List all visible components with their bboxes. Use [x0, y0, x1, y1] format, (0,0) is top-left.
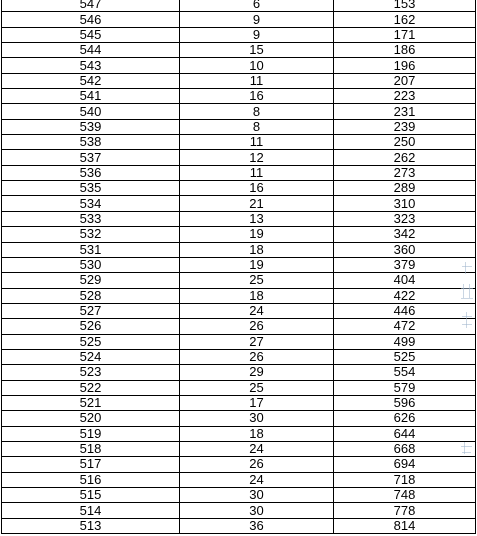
score-cell: 520: [2, 411, 180, 426]
score-cell: 526: [2, 319, 180, 334]
table-row: [2, 380, 476, 395]
count-cell: 8: [180, 119, 334, 134]
score-cell: 524: [2, 349, 180, 364]
score-cell: 525: [2, 334, 180, 349]
score-cell: 542: [2, 73, 180, 88]
score-cell: 527: [2, 303, 180, 318]
cumulative-cell: 472: [334, 319, 476, 334]
score-cell: 516: [2, 472, 180, 487]
table-row: [2, 27, 476, 42]
count-cell: 26: [180, 457, 334, 472]
count-cell: 9: [180, 27, 334, 42]
score-cell: 523: [2, 365, 180, 380]
cumulative-cell: 525: [334, 349, 476, 364]
table-row: [2, 242, 476, 257]
count-cell: 19: [180, 227, 334, 242]
table-row: [2, 411, 476, 426]
cumulative-cell: 360: [334, 242, 476, 257]
score-cell: 533: [2, 211, 180, 226]
table-row: [2, 503, 476, 518]
cumulative-cell: 196: [334, 58, 476, 73]
score-cell: 513: [2, 518, 180, 533]
score-cell: 536: [2, 165, 180, 180]
score-cell: 539: [2, 119, 180, 134]
score-cell: 546: [2, 12, 180, 27]
cumulative-cell: 814: [334, 518, 476, 533]
cumulative-cell: 171: [334, 27, 476, 42]
count-cell: 9: [180, 12, 334, 27]
score-cell: 519: [2, 426, 180, 441]
count-cell: 12: [180, 150, 334, 165]
score-cell: 529: [2, 273, 180, 288]
score-cell: 541: [2, 89, 180, 104]
cumulative-cell: 694: [334, 457, 476, 472]
table-row: [2, 43, 476, 58]
count-cell: 11: [180, 165, 334, 180]
cumulative-cell: 342: [334, 227, 476, 242]
cumulative-cell: 250: [334, 135, 476, 150]
score-cell: 522: [2, 380, 180, 395]
table-row: [2, 488, 476, 503]
cumulative-cell: 310: [334, 196, 476, 211]
score-cell: 530: [2, 257, 180, 272]
cumulative-cell: 223: [334, 89, 476, 104]
table-row: [2, 303, 476, 318]
cumulative-cell: 554: [334, 365, 476, 380]
table-row: [2, 319, 476, 334]
count-cell: 25: [180, 273, 334, 288]
cumulative-cell: 162: [334, 12, 476, 27]
cumulative-cell: 579: [334, 380, 476, 395]
table-row: [2, 0, 476, 12]
cumulative-cell: 718: [334, 472, 476, 487]
table-row: [2, 273, 476, 288]
score-cell: 540: [2, 104, 180, 119]
table-row: [2, 196, 476, 211]
count-cell: 10: [180, 58, 334, 73]
score-cell: 528: [2, 288, 180, 303]
count-cell: 30: [180, 488, 334, 503]
score-cell: 543: [2, 58, 180, 73]
score-cell: 537: [2, 150, 180, 165]
cumulative-cell: 153: [334, 0, 476, 12]
count-cell: 24: [180, 441, 334, 456]
table-row: [2, 181, 476, 196]
count-cell: 18: [180, 426, 334, 441]
cumulative-cell: 323: [334, 211, 476, 226]
cumulative-cell: 186: [334, 43, 476, 58]
count-cell: 11: [180, 135, 334, 150]
count-cell: 30: [180, 411, 334, 426]
table-row: [2, 211, 476, 226]
cumulative-cell: 748: [334, 488, 476, 503]
table-row: [2, 349, 476, 364]
cumulative-cell: 239: [334, 119, 476, 134]
cumulative-cell: 668: [334, 441, 476, 456]
count-cell: 17: [180, 395, 334, 410]
count-cell: 19: [180, 257, 334, 272]
cumulative-cell: 262: [334, 150, 476, 165]
cumulative-cell: 289: [334, 181, 476, 196]
cumulative-cell: 778: [334, 503, 476, 518]
table-row: [2, 227, 476, 242]
score-cell: 515: [2, 488, 180, 503]
count-cell: 18: [180, 242, 334, 257]
table-row: [2, 150, 476, 165]
count-cell: 24: [180, 303, 334, 318]
table-row: [2, 12, 476, 27]
score-cell: 534: [2, 196, 180, 211]
cumulative-cell: 231: [334, 104, 476, 119]
score-cell: 514: [2, 503, 180, 518]
cumulative-cell: 626: [334, 411, 476, 426]
table-row: [2, 334, 476, 349]
table-row: [2, 472, 476, 487]
count-cell: 11: [180, 73, 334, 88]
table-row: [2, 441, 476, 456]
table-row: [2, 119, 476, 134]
score-cell: 547: [2, 0, 180, 12]
table-row: [2, 58, 476, 73]
table-row: [2, 257, 476, 272]
count-cell: 27: [180, 334, 334, 349]
count-cell: 6: [180, 0, 334, 12]
count-cell: 18: [180, 288, 334, 303]
table-row: [2, 135, 476, 150]
count-cell: 8: [180, 104, 334, 119]
count-cell: 25: [180, 380, 334, 395]
table-row: [2, 104, 476, 119]
cumulative-cell: 499: [334, 334, 476, 349]
score-cell: 535: [2, 181, 180, 196]
count-cell: 36: [180, 518, 334, 533]
count-cell: 26: [180, 319, 334, 334]
table-row: [2, 426, 476, 441]
count-cell: 21: [180, 196, 334, 211]
score-cell: 531: [2, 242, 180, 257]
table-row: [2, 518, 476, 533]
cumulative-cell: 422: [334, 288, 476, 303]
count-cell: 16: [180, 89, 334, 104]
count-cell: 29: [180, 365, 334, 380]
table-body: [2, 0, 476, 534]
score-cell: 518: [2, 441, 180, 456]
table-row: [2, 365, 476, 380]
score-cell: 545: [2, 27, 180, 42]
cumulative-cell: 379: [334, 257, 476, 272]
table-row: [2, 457, 476, 472]
cumulative-cell: 207: [334, 73, 476, 88]
cumulative-cell: 446: [334, 303, 476, 318]
count-cell: 15: [180, 43, 334, 58]
score-cell: 538: [2, 135, 180, 150]
score-cell: 544: [2, 43, 180, 58]
table-row: [2, 73, 476, 88]
table-row: [2, 89, 476, 104]
table-row: [2, 165, 476, 180]
score-distribution-table: [1, 0, 476, 534]
table-row: [2, 288, 476, 303]
table-row: [2, 395, 476, 410]
count-cell: 24: [180, 472, 334, 487]
count-cell: 30: [180, 503, 334, 518]
score-cell: 521: [2, 395, 180, 410]
cumulative-cell: 404: [334, 273, 476, 288]
cumulative-cell: 596: [334, 395, 476, 410]
count-cell: 26: [180, 349, 334, 364]
cumulative-cell: 273: [334, 165, 476, 180]
score-cell: 532: [2, 227, 180, 242]
count-cell: 16: [180, 181, 334, 196]
count-cell: 13: [180, 211, 334, 226]
cumulative-cell: 644: [334, 426, 476, 441]
score-cell: 517: [2, 457, 180, 472]
